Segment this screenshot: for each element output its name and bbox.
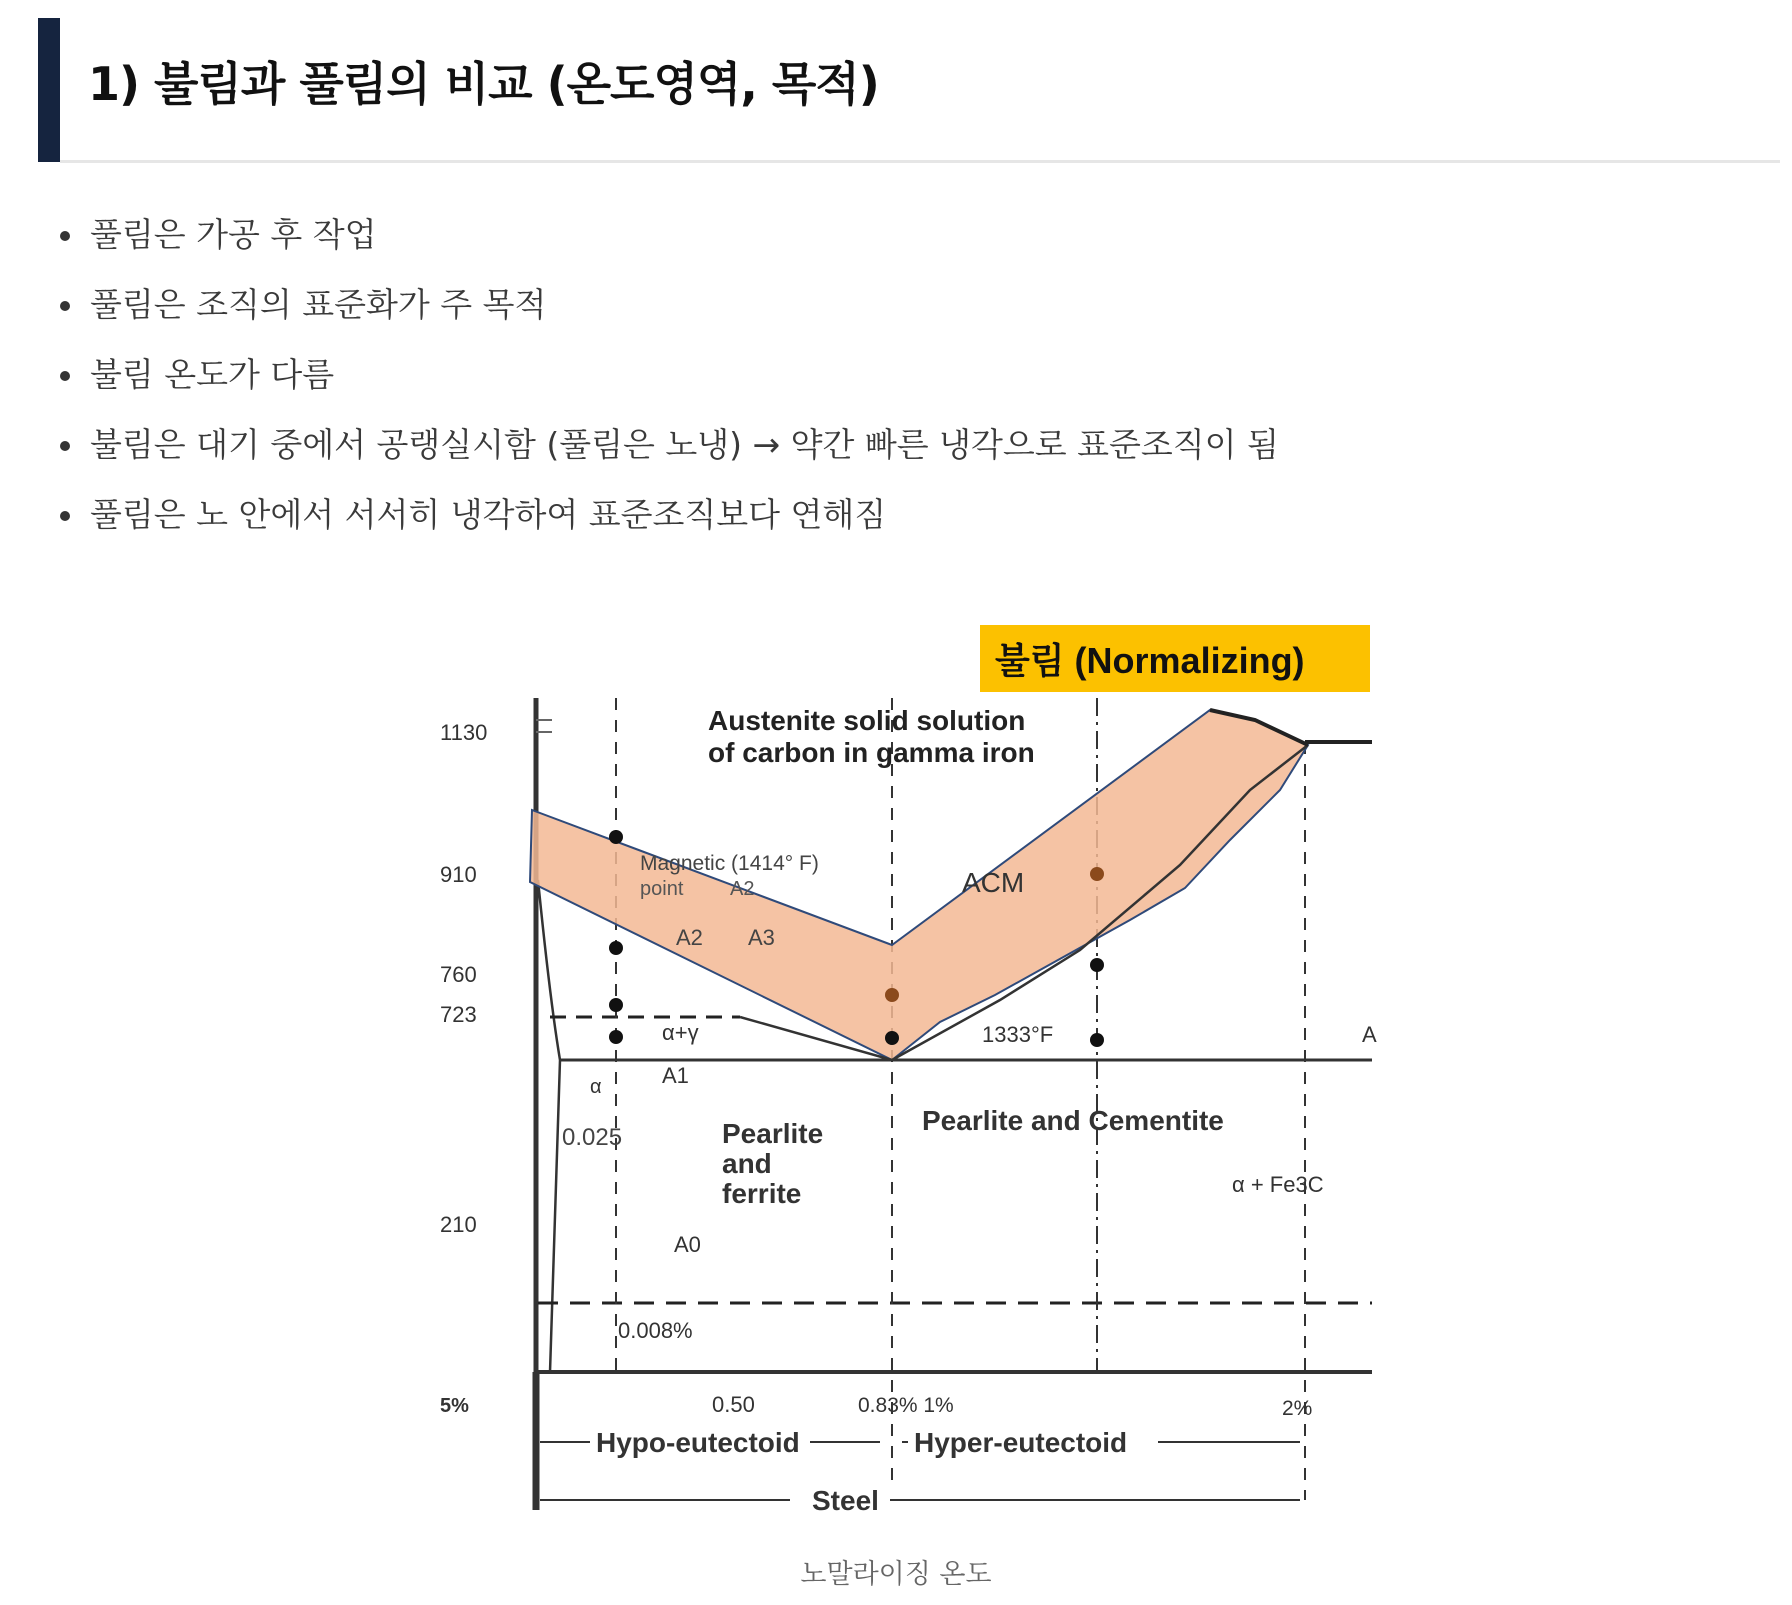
bullet-item-4: 불림은 대기 중에서 공랭실시함 (풀림은 노냉) → 약간 빠른 냉각으로 표준조직이 됨 — [55, 410, 1279, 480]
acm-label: ACM — [962, 867, 1025, 898]
y-tick-1130: 1130 — [440, 720, 488, 745]
temp-1333-label: 1333°F — [982, 1022, 1054, 1047]
fe-c-diagram-figure — [440, 620, 1380, 1516]
x-tick-050: 0.50 — [712, 1392, 755, 1417]
a3-label: A3 — [748, 925, 775, 950]
pearlite-ferrite-label-1: Pearlite — [722, 1118, 824, 1149]
hypo-eutectoid-label: Hypo-eutectoid — [596, 1427, 800, 1458]
x-tick-5pct: 5% — [440, 1395, 469, 1417]
bullet-item-5: 풀림은 노 안에서 서서히 냉각하여 표준조직보다 연해짐 — [55, 480, 1279, 550]
carbon-0008-label: 0.008% — [618, 1318, 693, 1343]
normalizing-badge-label: 불림 (Normalizing) — [995, 640, 1305, 681]
a2-label: A2 — [676, 925, 703, 950]
section-heading: 1) 불림과 풀림의 비교 (온도영역, 목적) — [88, 57, 879, 111]
a0-label: A0 — [674, 1232, 701, 1257]
pearlite-ferrite-label-3: ferrite — [722, 1178, 802, 1209]
y-tick-910: 910 — [440, 862, 477, 887]
magnetic-label: Magnetic (1414° F) — [640, 852, 819, 875]
point-label: point — [640, 878, 684, 900]
fe-c-diagram — [440, 620, 1380, 1516]
alpha-fe3c-label: α + Fe3C — [1232, 1172, 1324, 1197]
hyper-eutectoid-label: Hyper-eutectoid — [914, 1427, 1128, 1458]
a1-label: A1 — [662, 1063, 689, 1088]
x-tick-2pct: 2% — [1282, 1397, 1313, 1420]
steel-label: Steel — [812, 1485, 879, 1516]
y-tick-210: 210 — [440, 1212, 477, 1237]
heading-divider — [60, 160, 1780, 163]
y-tick-723: 723 — [440, 1002, 477, 1027]
bullet-item-1: 풀림은 가공 후 작업 — [55, 200, 1279, 270]
y-tick-760: 760 — [440, 962, 477, 987]
bullet-list — [55, 200, 1279, 550]
pearlite-cementite-label: Pearlite and Cementite — [922, 1105, 1224, 1136]
alpha-label: α — [590, 1076, 602, 1098]
bullet-item-2: 풀림은 조직의 표준화가 주 목적 — [55, 270, 1279, 340]
carbon-0025-label: 0.025 — [562, 1124, 623, 1151]
alpha-gamma-label: α+γ — [662, 1020, 699, 1045]
a2-magnetic-label: A2 — [730, 878, 755, 900]
edge-a-label: A — [1362, 1022, 1377, 1047]
bullet-item-3: 불림 온도가 다름 — [55, 340, 1279, 410]
heading-accent-bar — [38, 18, 60, 162]
figure-caption: 노말라이징 온도 — [800, 1559, 992, 1590]
austenite-label-2: of carbon in gamma iron — [708, 737, 1035, 768]
austenite-label-1: Austenite solid solution — [708, 705, 1026, 736]
x-tick-083: 0.83% 1% — [858, 1394, 954, 1417]
pearlite-ferrite-label-2: and — [722, 1148, 772, 1179]
